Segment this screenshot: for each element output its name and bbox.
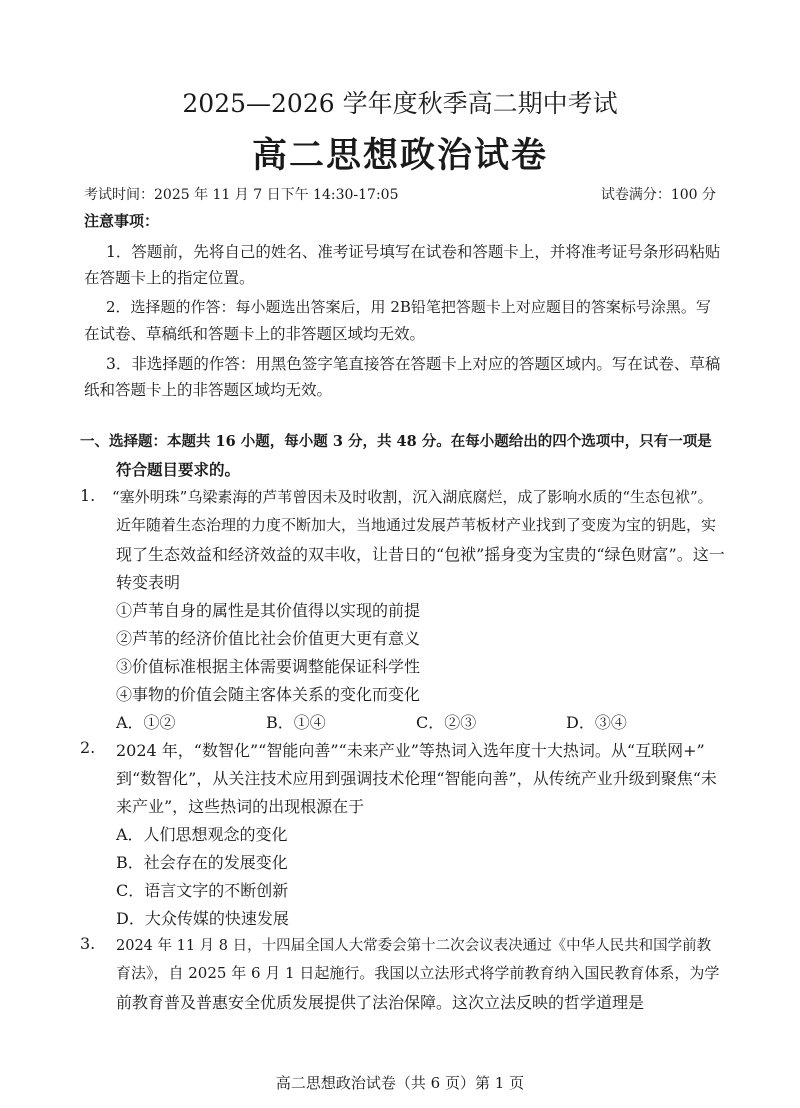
page-footer: 高二思想政治试卷（共 6 页）第 1 页 (275, 1074, 525, 1092)
question-stem-line: 来产业”，这些热词的出现根源在于 (116, 797, 365, 816)
question-stem-line: 前教育普及普惠安全优质发展提供了法治保障。这次立法反映的哲学道理是 (116, 993, 645, 1012)
statement-item: ④事物的价值会随主客体关系的变化而变化 (116, 685, 421, 704)
question-number: 2. (80, 738, 96, 757)
answer-option-a: A．①② (116, 713, 176, 732)
exam-subtitle: 2025—2026 学年度秋季高二期中考试 (182, 89, 618, 118)
answer-option-c: C．语言文字的不断创新 (116, 881, 289, 900)
question-stem-line: 2024 年，“数智化”“智能向善”“未来产业”等热词入选年度十大热词。从“互联网+” (116, 741, 705, 760)
question-stem-line: 育法》，自 2025 年 6 月 1 日起施行。我国以立法形式将学前教育纳入国民教育体系，为学 (116, 964, 720, 982)
statement-item: ③价值标准根据主体需要调整能保证科学性 (116, 657, 421, 676)
notice-line: 在试卷、草稿纸和答题卡上的非答题区域均无效。 (84, 325, 426, 343)
question-stem-line: “塞外明珠”乌梁素海的芦苇曾因未及时收割，沉入湖底腐烂，成了影响水质的“生态包袱”。 (112, 488, 713, 506)
answer-option-b: B．社会存在的发展变化 (116, 853, 288, 872)
section-heading: 一、选择题：本题共 16 小题，每小题 3 分，共 48 分。在每小题给出的四个选项中，只有一项是 (80, 433, 712, 450)
statement-item: ②芦苇的经济价值比社会价值更大更有意义 (116, 629, 421, 648)
notice-line: 纸和答题卡上的非答题区域均无效。 (84, 381, 333, 399)
question-stem-line: 到“数智化”，从关注技术应用到强调技术伦理“智能向善”，从传统产业升级到聚焦“未 (116, 769, 717, 788)
notice-line: 在答题卡上的指定位置。 (84, 269, 255, 287)
question-stem-line: 转变表明 (116, 573, 181, 592)
question-stem-line: 近年随着生态治理的力度不断加大，当地通过发展芦苇板材产业找到了变废为宝的钥匙，实 (116, 516, 717, 534)
exam-time: 考试时间：2025 年 11 月 7 日下午 14:30-17:05 (84, 187, 399, 203)
section-heading-cont: 符合题目要求的。 (116, 460, 241, 479)
question-number: 3. (80, 934, 96, 953)
answer-option-d: D．③④ (566, 713, 627, 732)
question-number: 1. (80, 486, 96, 505)
statement-item: ①芦苇自身的属性是其价值得以实现的前提 (116, 601, 421, 620)
answer-option-d: D．大众传媒的快速发展 (116, 909, 289, 928)
notice-heading: 注意事项： (84, 212, 160, 230)
notice-line: 3．非选择题的作答：用黑色签字笔直接答在答题卡上对应的答题区域内。写在试卷、草稿 (106, 355, 721, 373)
question-stem-line: 现了生态效益和经济效益的双丰收，让昔日的“包袱”摇身变为宝贵的“绿色财富”。这一 (116, 545, 725, 564)
notice-line: 2．选择题的作答：每小题选出答案后，用 2B铅笔把答题卡上对应题目的答案标号涂黑。写 (106, 298, 711, 316)
full-score: 试卷满分：100 分 (600, 187, 716, 203)
notice-line: 1．答题前，先将自己的姓名、准考证号填写在试卷和答题卡上，并将准考证号条形码粘贴 (106, 243, 721, 261)
exam-title: 高二思想政治试卷 (251, 135, 548, 176)
answer-option-c: C．②③ (416, 713, 477, 732)
question-stem-line: 2024 年 11 月 8 日，十四届全国人大常委会第十二次会议表决通过《中华人民共和国学前教 (116, 938, 712, 954)
answer-option-b: B．①④ (266, 713, 326, 732)
answer-option-a: A．人们思想观念的变化 (116, 825, 288, 844)
